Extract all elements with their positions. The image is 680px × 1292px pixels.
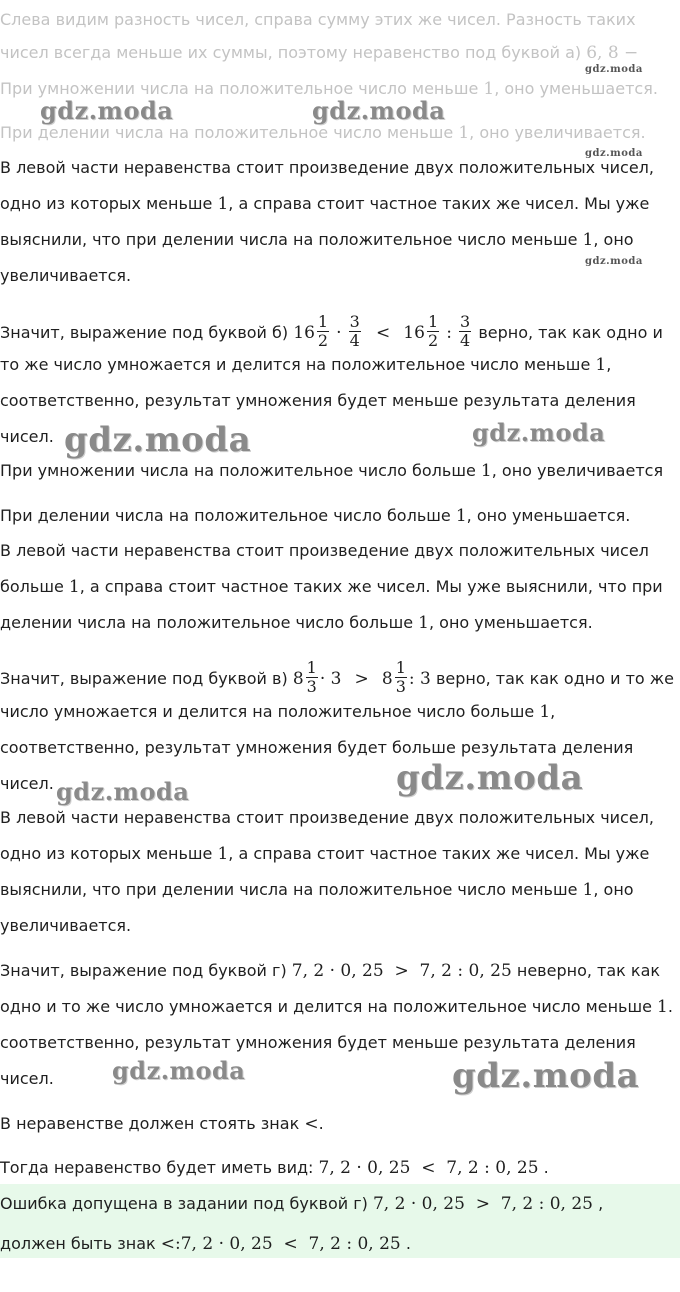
text: соответственно, результат умножения будет больше результата деления — [0, 738, 634, 757]
math-operator: < — [375, 323, 391, 343]
text: , оно — [593, 230, 634, 249]
conclusion-g — [0, 960, 660, 982]
text: неверно, так как — [516, 961, 661, 980]
text: , а справа стоит частное таких же чисел. Мы уже — [228, 194, 650, 213]
math-number: 1 — [455, 506, 467, 526]
math-number: 8 — [381, 669, 393, 689]
text: делении числа на положительное число больше — [0, 613, 414, 632]
math-operator: > — [354, 669, 369, 689]
text: больше — [0, 577, 64, 596]
text: В левой части неравенства стоит произведение двух положительных чисел, — [0, 158, 654, 177]
math-expression: 7, 2 · 0, 25 < 7, 2 : 0, 25 — [180, 1234, 401, 1254]
watermark: gdz.moda — [40, 96, 174, 125]
text: . — [667, 997, 673, 1016]
paragraph-line — [0, 426, 54, 448]
paragraph-line — [0, 701, 555, 723]
paragraph-line — [0, 505, 630, 527]
text: должен быть знак — [0, 1234, 156, 1253]
text: выяснили, что при делении числа на положительное число меньше — [0, 880, 578, 899]
fraction — [349, 313, 361, 350]
math-number: 1 — [217, 194, 229, 214]
fraction-numerator: 1 — [306, 658, 317, 677]
fraction-denominator: 3 — [395, 677, 406, 696]
text: чисел. — [0, 427, 54, 446]
math-number: 1 — [217, 844, 229, 864]
faded-text: При делении числа на положительное число меньше — [0, 123, 454, 142]
math-expression: 7, 2 · 0, 25 > 7, 2 : 0, 25 — [291, 961, 512, 981]
watermark: gdz.moda — [452, 1056, 640, 1096]
faded-text: При умножении числа на положительное число меньше — [0, 79, 479, 98]
watermark: gdz.moda — [472, 418, 606, 447]
fraction-numerator: 3 — [460, 312, 471, 331]
text: одно из которых меньше — [0, 844, 213, 863]
text: Тогда неравенство будет иметь вид: — [0, 1158, 314, 1177]
text: чисел. — [0, 774, 54, 793]
paragraph-line — [0, 737, 633, 759]
text: . — [543, 1158, 549, 1177]
math-number: 1 — [582, 880, 594, 900]
math-number: 1 — [595, 355, 607, 375]
text: число умножается и делится на положительное число больше — [0, 702, 535, 721]
math-number: 1 — [582, 230, 594, 250]
text: чисел. — [0, 1069, 54, 1088]
faded-line-2 — [0, 42, 638, 64]
math-expression: : 3 — [408, 669, 431, 689]
text: , оно уменьшается. — [466, 506, 631, 525]
text: , оно — [593, 880, 634, 899]
text: верно, так как одно и — [478, 323, 663, 342]
paragraph-line — [0, 354, 611, 376]
math-number: 16 — [293, 323, 315, 343]
fraction-numerator: 1 — [317, 312, 329, 331]
paragraph-line — [0, 879, 634, 901]
text: , оно увеличивается — [491, 461, 664, 480]
watermark: gdz.moda — [585, 256, 643, 267]
paragraph-line — [0, 193, 649, 215]
text: В левой части неравенства стоит произведение двух положительных чисел — [0, 541, 649, 560]
watermark: gdz.moda — [396, 758, 584, 798]
then-line — [0, 1157, 549, 1179]
paragraph-line — [0, 460, 663, 482]
paragraph-line — [0, 843, 649, 865]
fraction-denominator: 4 — [349, 331, 360, 350]
paragraph-line — [0, 265, 131, 287]
text: В левой части неравенства стоит произведение двух положительных чисел, — [0, 808, 654, 827]
fraction-denominator: 3 — [306, 677, 317, 696]
fraction-denominator: 4 — [460, 331, 471, 350]
watermark: gdz.moda — [56, 777, 190, 806]
fraction-numerator: 1 — [427, 312, 439, 331]
fraction — [317, 313, 329, 350]
conclusion-v — [0, 658, 675, 701]
text: увеличивается. — [0, 266, 132, 285]
math-operator: < — [304, 1114, 319, 1134]
math-expression: 7, 2 · 0, 25 < 7, 2 : 0, 25 — [318, 1158, 539, 1178]
fraction — [427, 313, 439, 350]
math-number: 1 — [418, 613, 429, 633]
paragraph-line — [0, 996, 673, 1018]
paragraph-line — [0, 229, 634, 251]
text: , оно уменьшается. — [428, 613, 593, 632]
paragraph-line — [0, 1068, 54, 1090]
text: . — [318, 1114, 324, 1133]
text: увеличивается. — [0, 916, 132, 935]
faded-line-4 — [0, 122, 646, 144]
text: . — [405, 1234, 411, 1253]
math-number: 1 — [68, 577, 80, 597]
text: выяснили, что при делении числа на положительное число меньше — [0, 230, 578, 249]
watermark: gdz.moda — [585, 64, 643, 75]
text: одно из которых меньше — [0, 194, 213, 213]
faded-text: Слева видим разность чисел, справа сумму этих же чисел. Разность таких — [0, 10, 636, 29]
watermark: gdz.moda — [64, 420, 252, 460]
math-operator: : — [446, 323, 452, 343]
faded-math: 6, 8 − — [586, 43, 639, 63]
paragraph-line — [0, 773, 54, 795]
answer-line-2 — [0, 1233, 411, 1255]
text: В неравенстве должен стоять знак — [0, 1114, 300, 1133]
faded-text: чисел всегда меньше их суммы, поэтому неравенство под буквой а) — [0, 43, 582, 62]
math-number: 1 — [539, 702, 551, 722]
math-number: 8 — [292, 669, 304, 689]
watermark: gdz.moda — [312, 96, 446, 125]
fraction — [306, 659, 318, 696]
text: верно, так как одно и то же — [435, 669, 675, 688]
text: Значит, выражение под буквой б) — [0, 323, 289, 342]
conclusion-b — [0, 312, 663, 355]
sign-line — [0, 1113, 324, 1135]
text: то же число умножается и делится на положительное число меньше — [0, 355, 591, 374]
fraction-denominator: 2 — [427, 331, 439, 350]
fraction — [395, 659, 407, 696]
paragraph-line — [0, 612, 593, 634]
text: соответственно, результат умножения будет меньше результата деления — [0, 1033, 636, 1052]
text: соответственно, результат умножения будет меньше результата деления — [0, 391, 636, 410]
math-operator: · — [336, 323, 342, 343]
text: , — [606, 355, 612, 374]
paragraph-line — [0, 390, 636, 412]
fraction-numerator: 1 — [395, 658, 406, 677]
watermark: gdz.moda — [585, 148, 643, 159]
math-expression: · 3 — [319, 669, 342, 689]
paragraph-line — [0, 540, 649, 562]
fraction — [459, 313, 471, 350]
paragraph-line — [0, 807, 654, 829]
watermark: gdz.moda — [112, 1056, 246, 1085]
faded-math: 1 — [458, 123, 470, 143]
text: Ошибка допущена в задании под буквой г) — [0, 1194, 368, 1213]
paragraph-line — [0, 1032, 636, 1054]
text: Значит, выражение под буквой в) — [0, 669, 288, 688]
text: При умножении числа на положительное число больше — [0, 461, 476, 480]
math-expression: 7, 2 · 0, 25 > 7, 2 : 0, 25 — [372, 1194, 593, 1214]
text: Значит, выражение под буквой г) — [0, 961, 287, 980]
fraction-denominator: 2 — [317, 331, 329, 350]
math-number: 1 — [657, 997, 668, 1017]
text: , — [550, 702, 556, 721]
faded-text: , оно увеличивается. — [469, 123, 646, 142]
paragraph-line — [0, 915, 131, 937]
fraction-numerator: 3 — [349, 312, 360, 331]
text: одно и то же число умножается и делится на положительное число меньше — [0, 997, 652, 1016]
faded-line-1 — [0, 9, 636, 31]
text: , — [598, 1194, 604, 1213]
text: При делении числа на положительное число больше — [0, 506, 451, 525]
math-number: 1 — [480, 461, 492, 481]
math-operator: <: — [160, 1234, 181, 1254]
answer-line-1 — [0, 1193, 603, 1215]
math-number: 16 — [403, 323, 425, 343]
paragraph-line — [0, 157, 654, 179]
paragraph-line — [0, 576, 663, 598]
text: , а справа стоит частное таких же чисел. Мы уже выяснили, что при — [79, 577, 663, 596]
faded-text: , оно уменьшается. — [494, 79, 658, 98]
text: , а справа стоит частное таких же чисел. Мы уже — [228, 844, 650, 863]
faded-math: 1 — [483, 79, 495, 99]
